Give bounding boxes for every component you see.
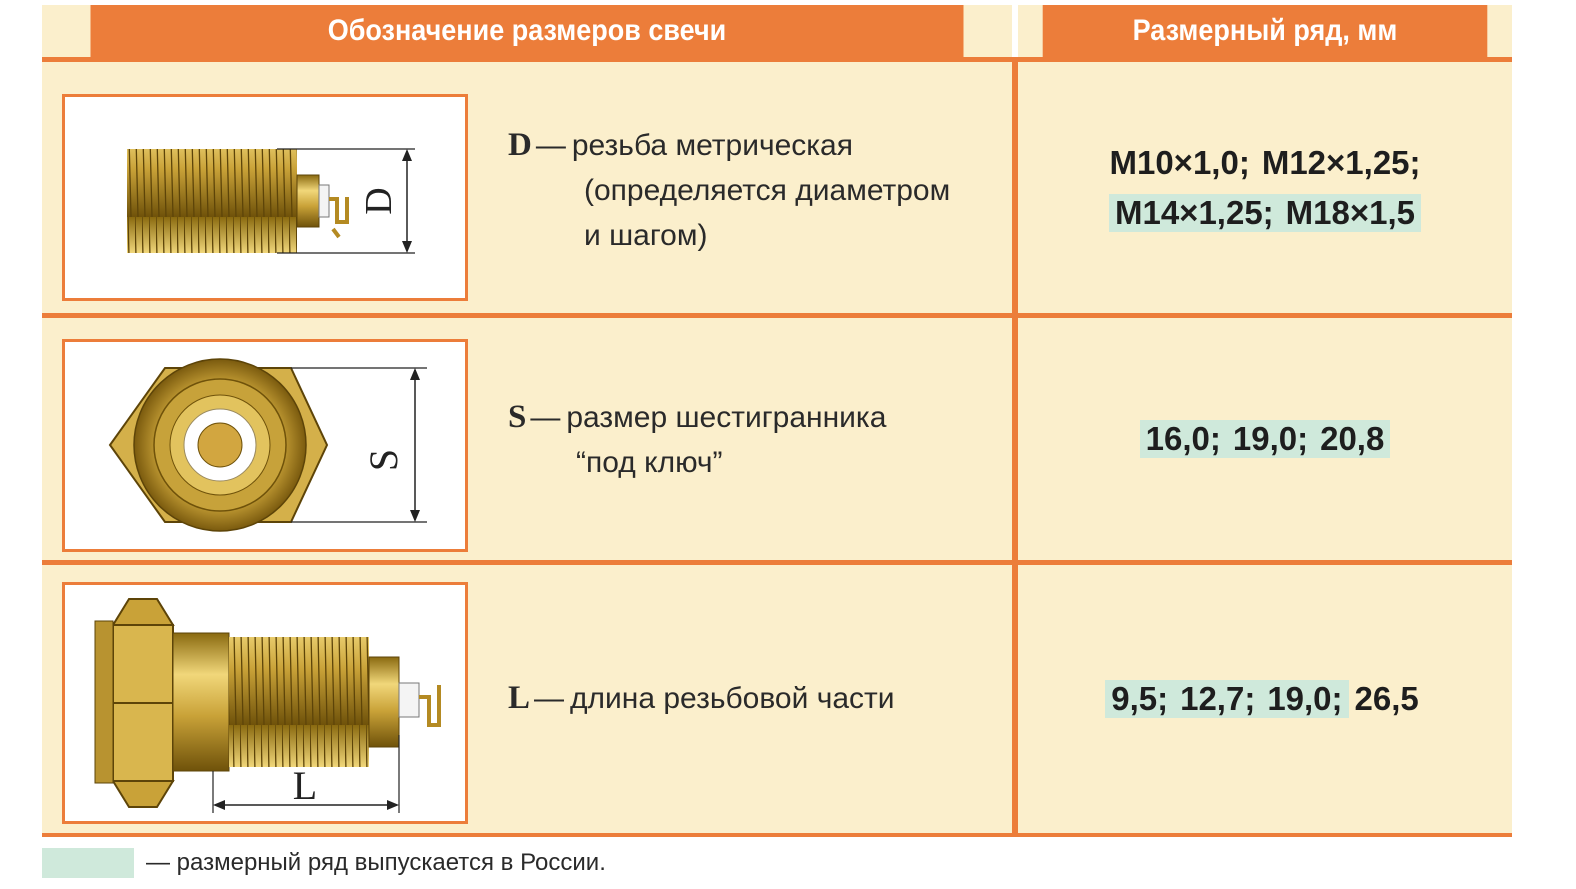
legend-text: — размерный ряд выпускается в России.: [146, 849, 606, 876]
value-m14: M14×1,25;: [1109, 194, 1280, 232]
value-9-5: 9,5;: [1105, 680, 1174, 718]
header-divider: [1012, 5, 1018, 57]
length-size-values: [1018, 565, 1512, 833]
value-20-8: 20,8: [1314, 420, 1390, 458]
value-m18: M18×1,5: [1280, 194, 1421, 232]
legend: [42, 848, 606, 878]
value-m10: M10×1,0;: [1109, 143, 1250, 181]
symbol-d: D: [508, 127, 532, 163]
symbol-l: L: [508, 680, 531, 716]
thread-diameter-diagram: [62, 94, 468, 301]
header-size-range: Размерный ряд, мм: [1043, 5, 1488, 57]
value-19: 19,0;: [1227, 420, 1314, 458]
thread-part: [229, 637, 369, 767]
value-m12: M12×1,25;: [1261, 143, 1421, 181]
hex-size-diagram: [62, 339, 468, 552]
length-label: L: [292, 763, 318, 808]
length-description: L — длина резьбовой части: [508, 680, 895, 716]
hex-label: S: [361, 448, 406, 472]
hex-size-values: [1018, 318, 1512, 560]
value-16: 16,0;: [1140, 420, 1227, 458]
symbol-s: S: [508, 399, 527, 435]
value-26-5: 26,5: [1354, 680, 1419, 717]
thread-description: D — резьба метрическая (определяется диаметром и шагом): [508, 127, 951, 252]
thread-size-values: [1018, 62, 1512, 313]
table-bottom-line: [42, 833, 1512, 837]
value-12-7: 12,7;: [1174, 680, 1261, 718]
diameter-label: D: [358, 187, 400, 215]
legend-swatch: [42, 848, 134, 878]
header-designation: Обозначение размеров свечи: [91, 5, 964, 57]
hex-description: S — размер шестигранника “под ключ”: [508, 399, 887, 479]
value-19-0: 19,0;: [1261, 680, 1348, 718]
thread-length-diagram: [62, 582, 468, 824]
spark-plug-size-table: [42, 5, 1512, 837]
thread-body: [127, 149, 297, 253]
